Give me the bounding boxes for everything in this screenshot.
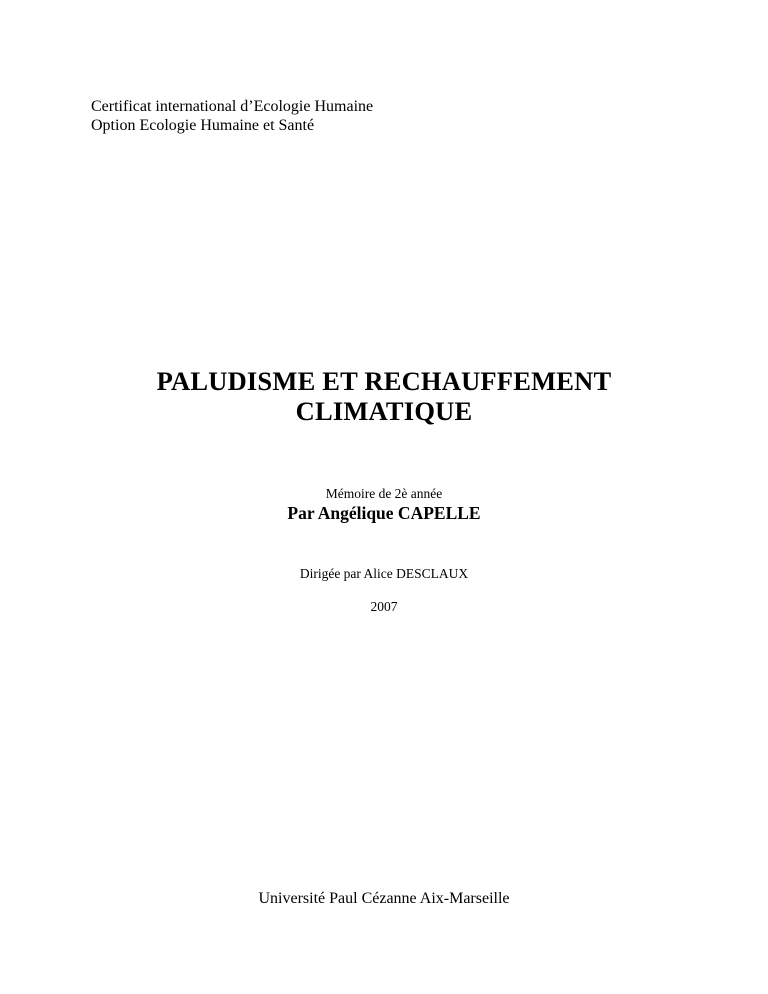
year: 2007: [370, 599, 398, 614]
university-name: Université Paul Cézanne Aix-Marseille: [258, 890, 510, 907]
certificate-line: Certificat international d’Ecologie Humaine: [91, 98, 374, 115]
author-line: Par Angélique CAPELLE: [287, 503, 481, 523]
title-line-2: CLIMATIQUE: [295, 396, 473, 426]
title-line-1: PALUDISME ET RECHAUFFEMENT: [156, 366, 612, 396]
memoire-subtitle: Mémoire de 2è année: [325, 486, 443, 501]
option-line: Option Ecologie Humaine et Santé: [91, 117, 315, 134]
header-block: [91, 97, 373, 135]
director-line: Dirigée par Alice DESCLAUX: [299, 566, 469, 581]
document-title: [0, 366, 768, 426]
